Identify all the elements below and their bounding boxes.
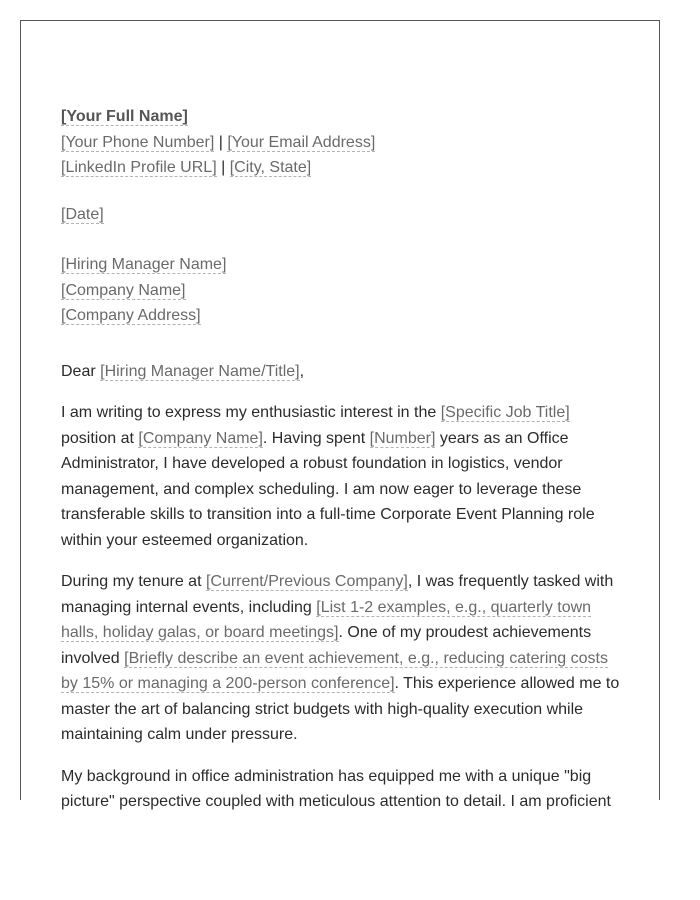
placeholder-company-name[interactable]: [Company Name] [138, 429, 263, 447]
placeholder-years[interactable]: [Number] [369, 429, 436, 447]
placeholder-hiring-manager[interactable]: [Hiring Manager Name] [61, 256, 227, 273]
text: , I was frequently tasked with managing internal events, including [61, 573, 614, 616]
separator: | [214, 133, 228, 151]
text: . Having spent [262, 429, 370, 447]
placeholder-full-name[interactable]: [Your Full Name] [61, 108, 188, 125]
placeholder-city-state[interactable]: [City, State] [229, 159, 312, 176]
placeholder-salutation-name[interactable]: [Hiring Manager Name/Title] [100, 362, 300, 380]
text: position at [61, 429, 139, 447]
separator: | [216, 159, 230, 176]
cover-letter-body [61, 104, 626, 831]
paragraph-experience [61, 569, 626, 748]
placeholder-linkedin[interactable]: [LinkedIn Profile URL] [61, 159, 217, 176]
sender-contact-line [61, 130, 626, 156]
salutation-suffix: , [299, 362, 305, 380]
recipient-block [61, 252, 626, 329]
text: years as an Office Administrator, I have developed a robust foundation in logistics, vendor management, and complex scheduling. I am now eager to leverage these transferable skills to transition into a full-time Corporate Event Planning role within your esteemed organization. [61, 429, 595, 549]
salutation [61, 359, 626, 385]
sender-header [61, 104, 626, 181]
sender-location-line [61, 155, 626, 181]
salutation-prefix: Dear [61, 362, 101, 380]
placeholder-email[interactable]: [Your Email Address] [227, 133, 376, 151]
document-page [20, 20, 660, 810]
placeholder-company-tenure[interactable]: [Current/Previous Company] [205, 573, 408, 590]
placeholder-date[interactable]: [Date] [61, 205, 104, 223]
text: . One of my proudest achievements involved [61, 624, 592, 667]
placeholder-company-name[interactable]: [Company Name] [61, 281, 186, 299]
text: During my tenure at [61, 573, 206, 590]
paragraph-background [61, 764, 626, 815]
text: . This experience allowed me to master the art of balancing strict budgets with high-quality execution while maintaining calm under pressure. [61, 675, 620, 743]
paragraph-intro [61, 400, 626, 553]
placeholder-company-address[interactable]: [Company Address] [61, 307, 201, 324]
placeholder-job-title[interactable]: [Specific Job Title] [440, 404, 570, 421]
text: My background in office administration has equipped me with a unique "big picture" perspective coupled with meticulous attention to detail. I am proficient [61, 767, 611, 810]
placeholder-phone[interactable]: [Your Phone Number] [61, 133, 215, 151]
text: I am writing to express my enthusiastic interest in the [61, 404, 441, 421]
date-line [61, 202, 626, 228]
sender-name-line [61, 104, 626, 130]
placeholder-event-examples[interactable]: [List 1-2 examples, e.g., quarterly town halls, holiday galas, or board meetings] [61, 598, 592, 641]
placeholder-achievement[interactable]: [Briefly describe an event achievement, e.g., reducing catering costs by 15% or managing a 200-person conference] [61, 649, 608, 692]
